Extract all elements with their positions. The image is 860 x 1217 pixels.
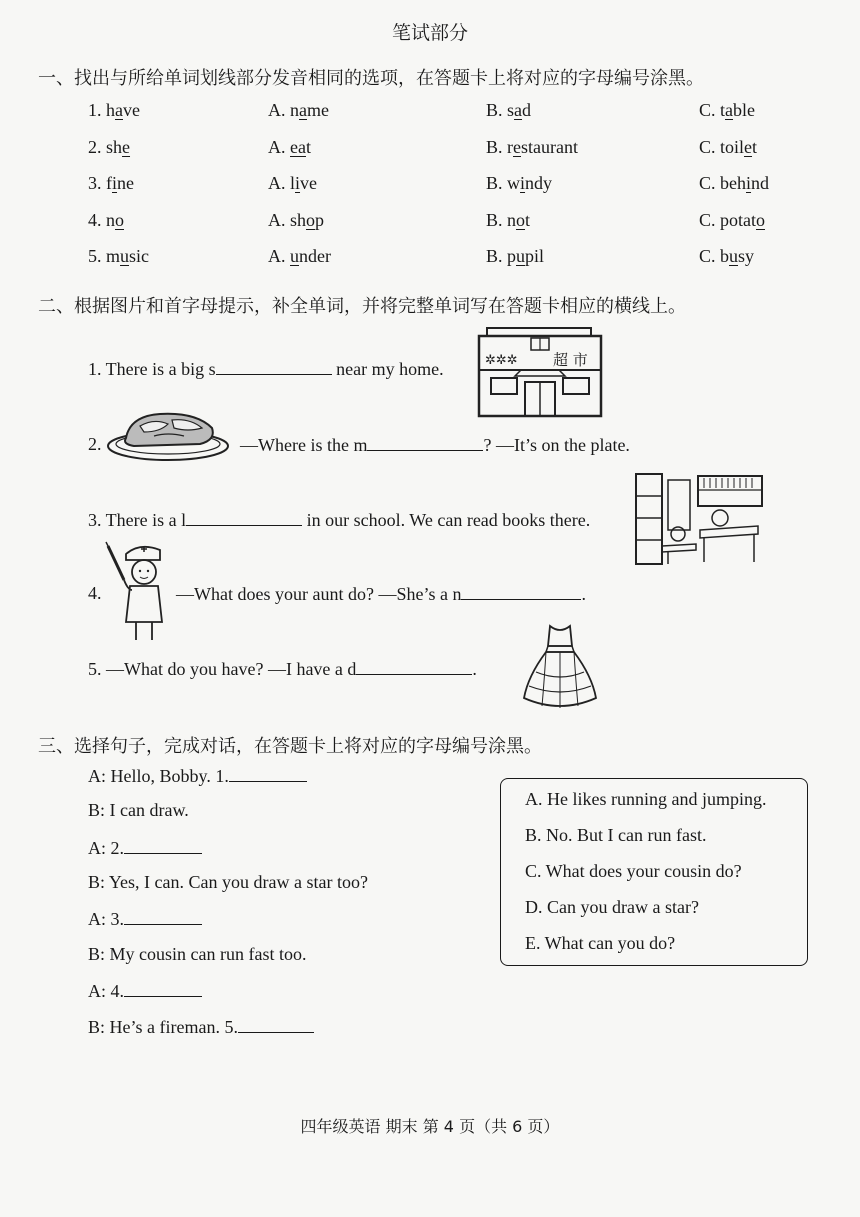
s2-q4-prefix: —What does your aunt do? —She’s a n [176,584,462,604]
section3-heading: 三、选择句子，完成对话，在答题卡上将对应的字母编号涂黑。 [38,736,542,757]
text-part: m [101,246,121,266]
s1-option-a[interactable] [268,100,329,121]
s1-option-c[interactable] [699,210,765,231]
s2-q4-num: 4. [88,583,102,603]
dialogue-text: A: 2. [88,838,124,858]
text-part: ne [117,173,135,193]
nurse-picture [104,540,174,644]
page-footer: 四年级英语 期末 第 4 页（共 6 页） [300,1117,560,1136]
s1-word [88,246,149,267]
dialogue-line [88,837,202,859]
text-part: f [101,173,112,193]
underlined-letters: e [744,137,753,157]
s2-question-5 [88,658,477,680]
text-part: sy [738,246,755,266]
s1-word [88,137,130,158]
underlined-letters: i [746,173,752,193]
underlined-letters: u [516,246,526,266]
s1-option-c[interactable] [699,173,769,194]
s1-option-a[interactable] [268,210,324,231]
text-part: me [307,100,329,120]
s2-q5-suffix: . [472,659,477,679]
answer-blank[interactable] [367,434,483,451]
underlined-letters: i [112,173,118,193]
text-part: ve [300,173,318,193]
dialogue-text: B: He’s a fireman. 5. [88,1017,238,1037]
text-part: C. potat [699,210,756,230]
underlined-letters: a [299,100,307,120]
text-part: 2. [88,137,102,157]
dialogue-line [88,908,202,930]
underlined-letters: i [295,173,301,193]
dialogue-text: B: My cousin can run fast too. [88,944,307,964]
underlined-letters: o [756,210,765,230]
text-part: 4. [88,210,102,230]
answer-blank[interactable] [216,358,332,375]
dialogue-line [88,1016,314,1038]
dialogue-text: A: 3. [88,909,124,929]
s2-question-4 [176,583,586,605]
s1-word [88,210,124,231]
answer-blank[interactable] [124,908,202,925]
dialogue-text: B: I can draw. [88,800,189,820]
text-part: C. b [699,246,730,266]
text-part: A. [268,137,290,157]
section1-heading: 一、找出与所给单词划线部分发音相同的选项，在答题卡上将对应的字母编号涂黑。 [38,68,704,89]
underlined-letters: o [306,210,316,230]
answer-blank[interactable] [461,583,581,600]
text-part: n [101,210,115,230]
text-part: d [522,100,532,120]
sign-text: 超 市 [553,351,588,369]
underlined-letters: e [513,137,521,157]
answer-blank[interactable] [356,658,472,675]
text-part: A. l [268,173,295,193]
dialogue-text: A: Hello, Bobby. 1. [88,766,229,786]
library-picture [634,470,764,566]
text-part: A. [268,246,290,266]
s1-option-b[interactable] [486,137,578,158]
s2-q1-prefix: 1. There is a big s [88,359,216,379]
text-part: 1. [88,100,102,120]
text-part: B. n [486,210,517,230]
s2-q2-prefix: —Where is the m [240,435,368,455]
dialogue-line [88,872,368,893]
s2-q3-prefix: 3. There is a l [88,510,187,530]
section2-heading: 二、根据图片和首字母提示，补全单词，并将完整单词写在答题卡相应的横线上。 [38,296,686,317]
supermarket-picture [477,326,603,418]
s2-question-3 [88,509,590,531]
text-part: p [315,210,325,230]
underlined-letters: a [514,100,523,120]
dialogue-text: A: 4. [88,981,124,1001]
s1-word [88,173,134,194]
s1-option-c[interactable] [699,137,757,158]
dialogue-line [88,800,189,821]
text-part: 3. [88,173,102,193]
option-item[interactable]: C. What does your cousin do? [525,861,742,881]
dialogue-text: B: Yes, I can. Can you draw a star too? [88,872,368,892]
answer-blank[interactable] [124,837,202,854]
text-part: sic [129,246,150,266]
text-part: staurant [521,137,578,157]
text-part: pil [525,246,545,266]
option-item[interactable]: B. No. But I can run fast. [525,825,707,845]
text-part: h [101,100,115,120]
s2-q2-suffix: ? —It’s on the plate. [483,435,630,455]
s2-q1-suffix: near my home. [331,359,444,379]
text-part: nder [299,246,331,266]
text-part: t [525,210,531,230]
s2-q5-prefix: 5. —What do you have? —I have a d [88,659,357,679]
underlined-letters: i [520,173,526,193]
answer-blank[interactable] [186,509,302,526]
text-part: t [752,137,758,157]
s2-q3-suffix: in our school. We can read books there. [302,510,591,530]
text-part: B. r [486,137,513,157]
dialogue-line [88,944,306,965]
s1-option-b[interactable] [486,210,530,231]
underlined-letters: e [122,137,131,157]
s1-option-b[interactable] [486,100,531,121]
answer-blank[interactable] [124,980,202,997]
sign-stars: ✲✲✲ [485,353,518,368]
s1-word [88,100,140,121]
text-part: 5. [88,246,102,266]
underlined-letters: u [729,246,739,266]
underlined-letters: a [725,100,734,120]
text-part: C. t [699,100,726,120]
answer-blank[interactable] [238,1016,314,1033]
s1-option-a[interactable] [268,137,311,158]
text-part: C. beh [699,173,746,193]
text-part: B. w [486,173,521,193]
text-part: sh [101,137,123,157]
s1-option-a[interactable] [268,246,331,267]
underlined-letters: o [115,210,124,230]
s2-question-1 [88,358,444,380]
s1-option-c[interactable] [699,246,754,267]
dialogue-line [88,765,307,787]
option-item[interactable]: A. He likes running and jumping. [525,789,767,809]
option-item[interactable]: E. What can you do? [525,933,676,953]
meat-plate-picture [104,408,232,464]
text-part: nd [751,173,770,193]
s2-question-2 [240,434,630,456]
dialogue-line [88,980,202,1002]
s1-option-c[interactable] [699,100,755,121]
underlined-letters: u [290,246,299,266]
text-part: ndy [525,173,553,193]
dress-picture [520,624,600,710]
s1-option-b[interactable] [486,246,544,267]
text-part: B. p [486,246,517,266]
text-part: ve [123,100,140,120]
s1-option-b[interactable] [486,173,552,194]
text-part: ble [733,100,756,120]
text-part: B. s [486,100,515,120]
underlined-letters: o [516,210,526,230]
text-part: A. n [268,100,299,120]
page-title: 笔试部分 [391,22,468,44]
text-part: A. sh [268,210,307,230]
s2-q4-suffix: . [581,584,586,604]
text-part: t [305,137,311,157]
answer-blank[interactable] [229,765,307,782]
underlined-letters: a [115,100,123,120]
underlined-letters: ea [290,137,306,157]
underlined-letters: u [120,246,130,266]
text-part: C. toil [699,137,745,157]
s1-option-a[interactable] [268,173,317,194]
option-item[interactable]: D. Can you draw a star? [525,897,699,917]
s2-q2-num: 2. [88,434,102,454]
